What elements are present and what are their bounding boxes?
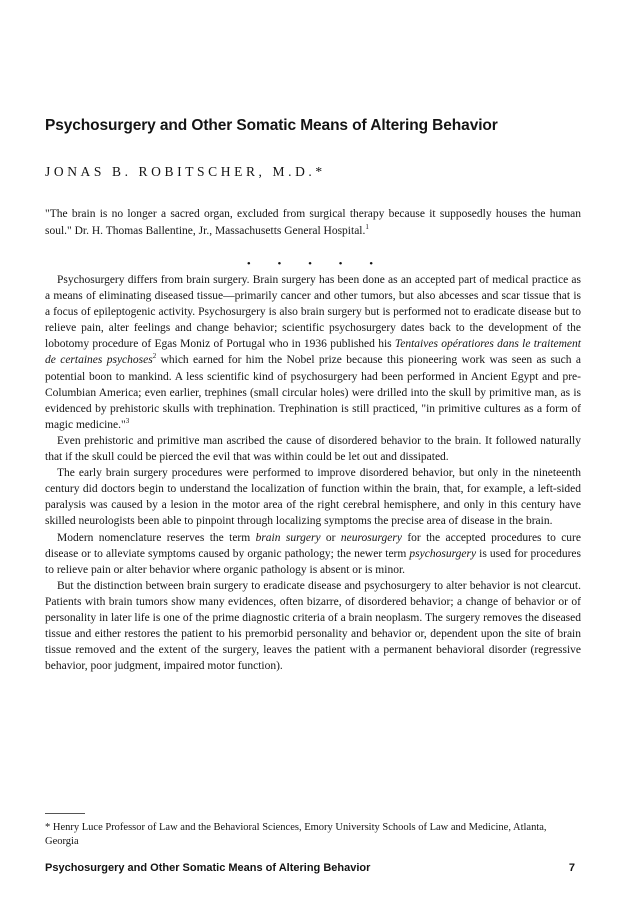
- separator-dot: •: [369, 258, 374, 270]
- paragraph: [45, 272, 581, 433]
- author-footnote: * Henry Luce Professor of Law and the Behavioral Sciences, Emory University Schools of Law and Medicine, Atlanta, Georgia: [45, 822, 547, 847]
- article-body: [45, 272, 581, 674]
- section-separator: [0, 258, 620, 270]
- paragraph: Even prehistoric and primitive man ascribed the cause of disordered behavior to the brain. It followed naturally that if the skull could be pierced the evil that was within could be let out and dissipated.: [45, 434, 581, 464]
- paragraph-text: Psychosurgery differs from brain surgery. Brain surgery has been done as an accepted part of medical practice as a means of eliminating diseased tissue—primarily cancer and other tumors, but also abcesses and scar tissue that is a focus of epileptogenic activity. Psychosurgery is also brain surgery but is performed not to eradicate disease but to relieve pain, alter feelings and change behavior; scientific psychosurgery dates back to the development of the lobotomy procedure of Egas Moniz of Portugal who in 1936 published his: [45, 274, 581, 351]
- separator-dot: •: [338, 258, 343, 270]
- article-title: Psychosurgery and Other Somatic Means of Altering Behavior: [45, 117, 498, 134]
- paragraph-text: Modern nomenclature reserves the term: [57, 531, 256, 544]
- separator-dot: •: [308, 258, 312, 270]
- paragraph: The early brain surgery procedures were performed to improve disordered behavior, but only in the nineteenth century did doctors begin to understand the localization of function within the brain, that, for example, a left-sided paralysis was caused by a lesion in the motor area of the right cerebral hemisphere, and only in this century have skilled neurologists been able to pinpoint through localizing symptoms the precise area of disease in the brain.: [45, 467, 581, 528]
- paragraph-text: which earned for him the Nobel prize because this pioneering work was seen as such a potential boon to mankind. A less scientific kind of psychosurgery had been performed in Ancient Egypt and pre-Columbian America; even earlier, trephines (small circular holes) were drilled into the skull by primitive man, as is evidenced by prehistoric skulls with trephination. Trephination is still practiced, "in primitive cultures as a form of magic medicine.": [45, 354, 581, 431]
- epigraph-quote: [45, 206, 581, 240]
- cited-title: Tentaives opératiores dans le traitement de certaines psychoses: [45, 338, 581, 367]
- footnote-ref: 3: [125, 417, 130, 426]
- article-author: JONAS B. ROBITSCHER, M.D.*: [45, 164, 326, 179]
- paragraph-text: or: [320, 531, 341, 544]
- page-number: 7: [568, 862, 575, 874]
- separator-dot: •: [277, 258, 282, 270]
- running-title: Psychosurgery and Other Somatic Means of Altering Behavior: [45, 862, 371, 874]
- paragraph: [45, 530, 581, 578]
- epigraph-text: "The brain is no longer a sacred organ, excluded from surgical therapy because it supposedly houses the human soul." Dr. H. Thomas Ballentine, Jr., Massachusetts General Hospital.: [45, 208, 581, 237]
- emphasized-term: brain surgery: [255, 531, 321, 544]
- footnote-ref: 2: [152, 352, 157, 361]
- footnote-ref: 1: [365, 223, 369, 232]
- paragraph-text: is used for procedures to relieve pain or alter behavior where organic pathology is absent or is minor.: [45, 547, 582, 576]
- paragraph-text: for the accepted procedures to cure disease or to alleviate symptoms caused by organic pathology; the newer term: [45, 531, 581, 560]
- emphasized-term: psychosurgery: [409, 547, 477, 560]
- emphasized-term: neurosurgery: [340, 531, 402, 544]
- paragraph: But the distinction between brain surgery to eradicate disease and psychosurgery to alter behavior is not clearcut. Patients with brain tumors show many evidences, often bizarre, of disordered behavior; a change of behavior or of personality in later life is one of the prime diagnostic criteria of a brain neoplasm. The surgery removes the diseased tissue and either restores the patient to his premorbid personality and behavior or, dependent upon the site of brain tissue removed and the extent of the surgery, leaves the patient with a permanent behavioral disorder (regressive behavior, poor judgment, impaired motor function).: [45, 579, 581, 673]
- footnote-divider: [45, 813, 85, 814]
- separator-dot: •: [246, 258, 251, 270]
- running-footer: [45, 862, 575, 874]
